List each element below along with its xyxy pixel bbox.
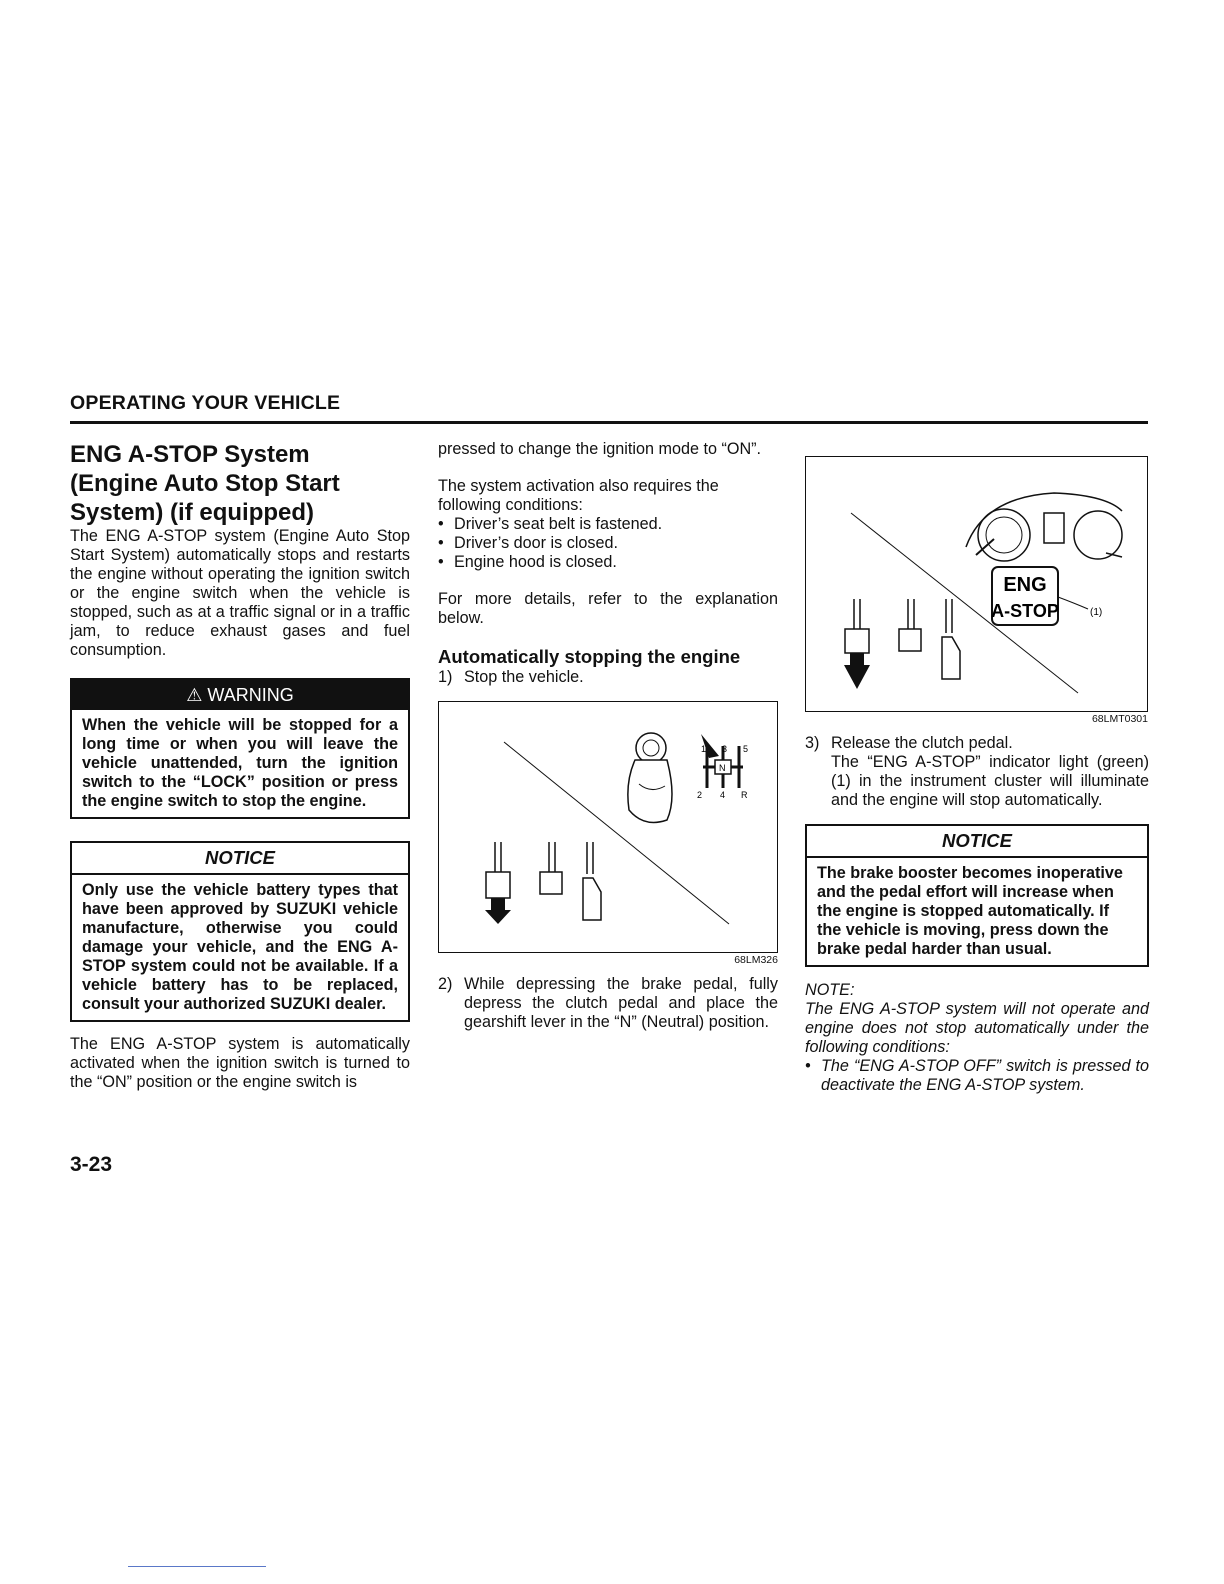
brake-pedal-icon [899,599,921,651]
note-list [805,1057,1149,1095]
step-number: 3) [805,734,820,752]
warning-triangle-icon: ⚠ [186,685,203,705]
page-number: 3-23 [70,1153,113,1176]
step-3 [805,734,1149,810]
column-2 [438,440,778,1032]
instrument-cluster-icon [966,493,1122,561]
list-item: • The “ENG A-STOP OFF” switch is pressed to deactivate the ENG A-STOP system. [805,1057,1149,1095]
gear-knob-icon [628,733,672,822]
figure-indicator [805,456,1148,712]
subheading-auto-stop: Automatically stopping the engine [438,646,741,667]
conditions-intro: The system activation also requires the following conditions: [438,477,719,514]
figure-code: 68LMT0301 [1091,713,1148,725]
step-1 [438,668,778,687]
figure-gearshift [438,701,778,953]
title-line: (Engine Auto Stop Start [70,470,340,497]
notice-box-battery [70,841,410,1022]
title-line: System) (if equipped) [70,499,315,526]
gear-label: R [741,790,748,800]
notice-header: NOTICE [807,826,1147,858]
bottom-link-line [128,1566,266,1567]
page-title [70,440,410,527]
notice-text: Only use the vehicle battery types that have been approved by SUZUKI vehicle manufacture, otherwise you could damage your vehicle, and the ENG A-STOP system could not be available. If a vehicle battery has to be replaced, consult your authorized SUZUKI dealer. [82,881,398,1013]
column-1 [70,440,410,1092]
indicator-line1: ENG [1003,574,1047,596]
step-title: Release the clutch pedal. [831,734,1013,752]
step-number: 1) [438,668,453,686]
gear-label: N [719,763,726,773]
gear-label: 1 [701,744,707,754]
gear-label: 4 [720,790,726,800]
notice-box-brake [805,824,1149,967]
step-number: 2) [438,975,453,993]
gear-label: 2 [697,790,703,800]
indicator-illustration [806,457,1147,711]
clutch-pedal-icon [844,599,870,689]
list-item: • Driver’s seat belt is fastened. [438,515,778,534]
note-text: The ENG A-STOP system will not operate and engine does not stop automatically under the following conditions: [805,1000,1149,1056]
warning-label: WARNING [207,685,294,705]
figure-code: 68LM326 [734,954,778,966]
list-item: • Engine hood is closed. [438,553,778,572]
clutch-pedal-icon [485,842,511,924]
notice-header: NOTICE [72,843,408,875]
step-text: While depressing the brake pedal, fully depress the clutch pedal and place the gearshift lever in the “N” (Neutral) position. [464,975,778,1031]
column-3 [805,456,1149,1095]
eng-astop-indicator-icon [991,567,1059,625]
gearshift-illustration [439,702,777,952]
accelerator-pedal-icon [942,599,960,679]
intro-paragraph: The ENG A-STOP system (Engine Auto Stop Start System) automatically stops and restarts the engine without operating the ignition switch or the engine switch when the vehicle is stopped, such as at a traffic signal or in a traffic jam, to reduce exhaust gases and fuel consumption. [70,527,410,659]
callout-label: (1) [1090,607,1103,618]
conditions-list [438,515,778,572]
details-text: For more details, refer to the explanation below. [438,590,778,627]
step-2 [438,975,778,1032]
list-item: • Driver’s door is closed. [438,534,778,553]
indicator-line2: A-STOP [991,601,1059,621]
header-rule [70,421,1148,424]
step-text: The “ENG A-STOP” indicator light (green) (1) in the instrument cluster will illuminate and the engine will stop automatically. [831,753,1149,809]
section-header: OPERATING YOUR VEHICLE [70,392,341,414]
gear-label: 3 [722,744,728,754]
accelerator-pedal-icon [583,842,601,920]
gear-label: 5 [743,744,749,754]
warning-text: When the vehicle will be stopped for a long time or when you will leave the vehicle unattended, turn the ignition switch to the “LOCK” position or press the engine switch to stop the engine. [82,716,398,810]
notice-text: The brake booster becomes inoperative and the pedal effort will increase when the engine is stopped automatically. If the vehicle is moving, press down the brake pedal harder than usual. [817,864,1123,958]
outro-paragraph: The ENG A-STOP system is automatically activated when the ignition switch is turned to the “ON” position or the engine switch is [70,1035,410,1091]
warning-header [72,680,408,710]
title-line: ENG A-STOP System [70,441,310,468]
warning-box [70,678,410,819]
brake-pedal-icon [540,842,562,894]
continued-text: pressed to change the ignition mode to “ON”. [438,440,762,458]
note-label: NOTE: [805,981,855,999]
step-text: Stop the vehicle. [464,668,584,686]
